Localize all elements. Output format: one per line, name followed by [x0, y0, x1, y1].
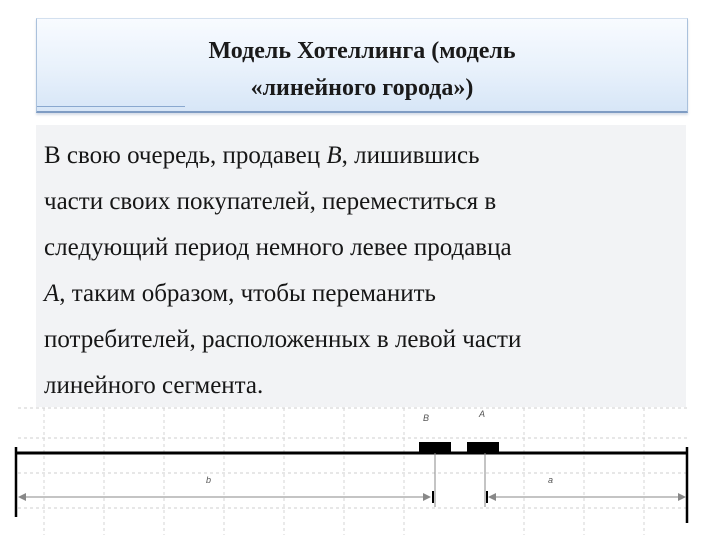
- slide-title-box: [36, 18, 688, 113]
- body-line-6: линейного сегмента.: [44, 372, 264, 399]
- seller-b-variable: B: [326, 142, 342, 169]
- diagram-grid: [18, 408, 690, 535]
- linear-city-diagram: [0, 405, 720, 540]
- seller-a-variable: A: [44, 280, 60, 307]
- left-dimension-arrowhead-right: [423, 493, 431, 501]
- body-text-box: [36, 125, 686, 407]
- body-line-1-end: , лишившись: [341, 142, 480, 169]
- seller-b-marker: [419, 442, 451, 452]
- seller-b-label: B: [423, 413, 430, 423]
- title-accent-line: [37, 106, 185, 107]
- slide-title-line-2: «линейного города»): [250, 75, 474, 101]
- body-line-4-end: , таким образом, чтобы переманить: [59, 280, 436, 307]
- right-dimension-arrowhead-left: [488, 493, 496, 501]
- left-dimension-arrowhead-left: [18, 493, 26, 501]
- linear-city-svg: [0, 405, 720, 540]
- right-distance-label: a: [548, 475, 554, 485]
- slide-title-line-1: Модель Хотеллинга (модель: [208, 38, 516, 64]
- body-line-5: потребителей, расположенных в левой части: [44, 326, 522, 353]
- seller-a-label: A: [479, 409, 486, 419]
- body-line-4: [44, 271, 686, 317]
- body-line-1-start: В свою очередь, продавец: [44, 142, 327, 169]
- body-line-1: [44, 133, 686, 179]
- left-distance-label: b: [206, 475, 212, 485]
- body-line-2: части своих покупателей, переместиться в: [44, 188, 497, 215]
- seller-a-marker: [467, 442, 499, 452]
- slide-title: [37, 33, 687, 107]
- right-dimension-arrowhead-right: [678, 493, 686, 501]
- body-line-3: следующий период немного левее продавца: [44, 234, 512, 261]
